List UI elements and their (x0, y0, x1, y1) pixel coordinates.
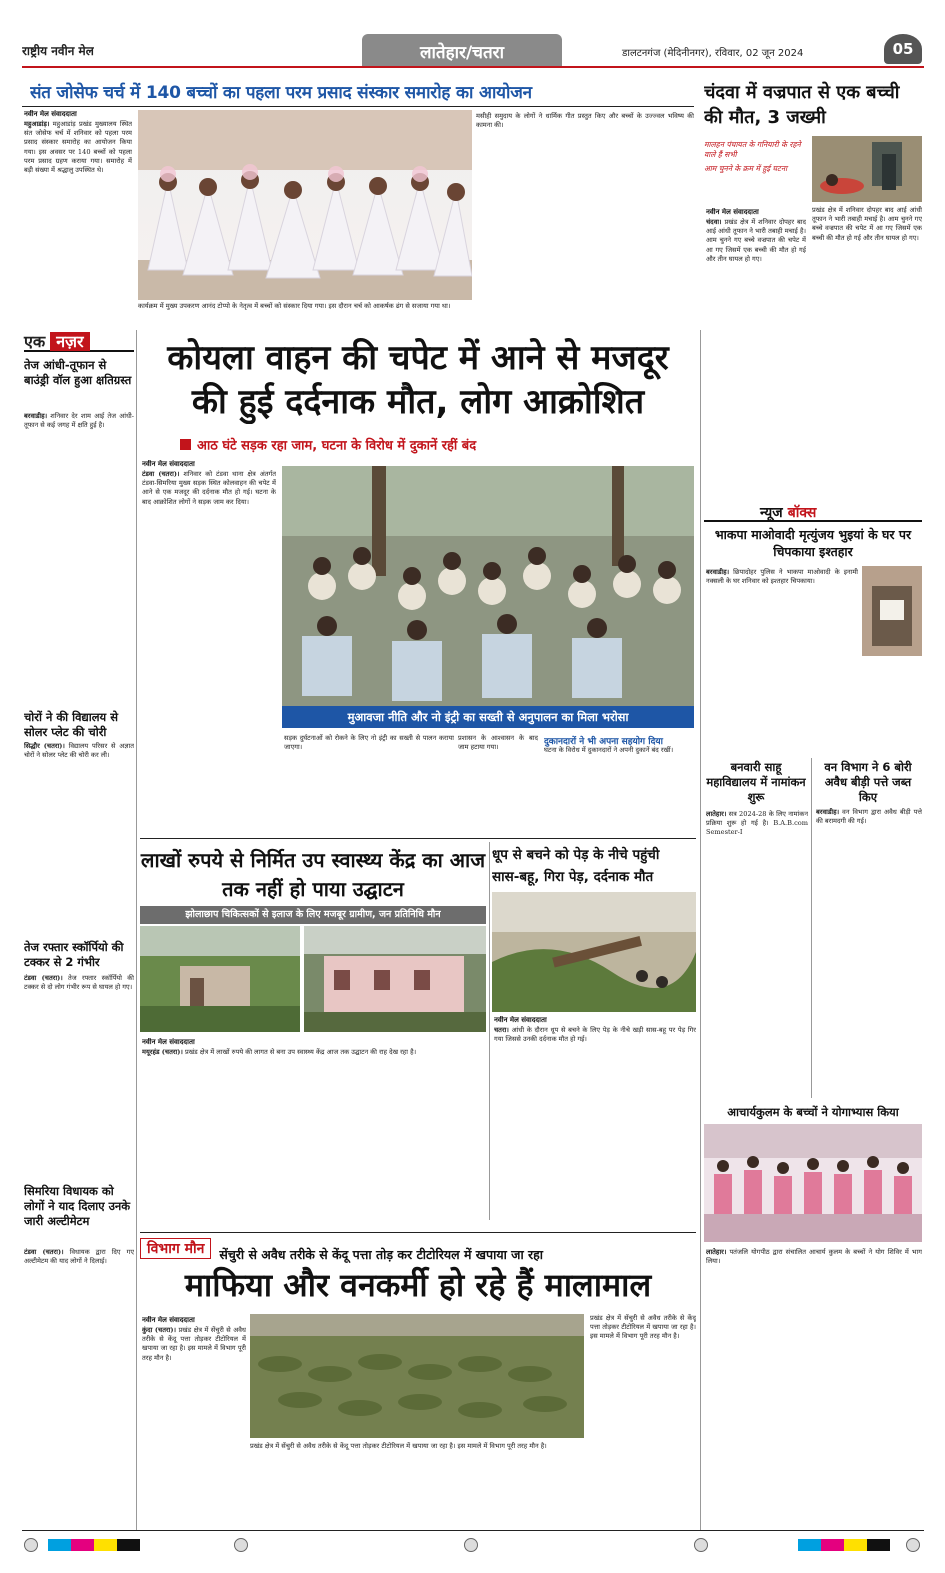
story5-headline-1: धूप से बचने को पेड़ के नीचे पहुंची (492, 847, 660, 863)
story4-headline: लाखों रुपये से निर्मित उप स्वास्थ्य केंद्र का आज तक नहीं हो पाया उद्घाटन (140, 848, 486, 901)
ek-nazar-body-3: टंडवा (चतरा)। तेज रफ्तार स्कॉर्पियो की टक्कर से दो लोग गंभीर रूप से घायल हो गए। (24, 974, 134, 992)
ek-nazar-head-4: सिमरिया विधायक को लोगों ने याद दिलाए उनके जारी अल्टीमेटम (24, 1184, 131, 1228)
registration-mark (234, 1538, 248, 1552)
story1-headline: संत जोसेफ चर्च में 140 बच्चों का पहला परम प्रसाद संस्कार समारोह का आयोजन (30, 83, 532, 103)
registration-mark (464, 1538, 478, 1552)
news-box-body-3: बरवाडीह। वन विभाग द्वारा अवैध बीड़ी पत्ते की बरामदगी की गई। (816, 808, 922, 826)
story2-body: चंदवा। प्रखंड क्षेत्र में शनिवार दोपहर बाद आई आंधी तूफान ने भारी तबाही मचाई है। आम चुनने गए बच्चे वज्रपात की चपेट में आ गए जिसमें एक बच्ची की मौत हो गई और तीन घायल हो गए। (706, 218, 806, 263)
news-box-body-2: लातेहार। सत्र 2024-28 के लिए नामांकन प्रक्रिया शुरू हो गई है। B.A.B.com Semester-I (706, 810, 808, 837)
registration-mark (906, 1538, 920, 1552)
story2-body-cont: प्रखंड क्षेत्र में शनिवार दोपहर बाद आई आंधी तूफान ने भारी तबाही मचाई है। आम चुनने गए बच्चे वज्रपात की चपेट में आ गए जिसमें एक बच्ची की मौत हो गई और तीन घायल हो गए। (812, 206, 922, 242)
story4-byline: नवीन मेल संवाददाता (142, 1038, 195, 1046)
ek-nazar-head-1: तेज आंधी-तूफान से बाउंड्री वॉल हुआ क्षतिग्रस्त (24, 358, 132, 387)
story7-body-2: प्रखंड क्षेत्र में सेंचुरी से अवैध तरीके से केंदू पत्ता तोड़कर टीटोरियल में खपाया जा रहा है। इस मामले में विभाग पूरी तरह मौन है। (250, 1442, 547, 1450)
ek-nazar-label-a: एक (24, 332, 46, 351)
story3-subhead: आठ घंटे सड़क रहा जाम, घटना के विरोध में दुकानें रहीं बंद (197, 438, 477, 454)
story4-photo-1 (140, 926, 300, 1032)
story3-subhead-wrap (180, 434, 680, 454)
story3-photo (282, 466, 694, 706)
story3-headline-1: कोयला वाहन की चपेट में आने से मजदूर (167, 338, 669, 378)
page-number: 05 (884, 34, 922, 64)
ek-nazar-body-4: टंडवा (चतरा)। विधायक द्वारा दिए गए अल्टीमेटम की याद लोगों ने दिलाई। (24, 1248, 134, 1266)
story5-byline: नवीन मेल संवाददाता (494, 1016, 547, 1024)
news-box-head-3: वन विभाग ने 6 बोरी अवैध बीड़ी पत्ते जब्त किए (824, 760, 912, 804)
story3-caption: मुआवजा नीति और नो इंट्री का सख्ती से अनुपालन का मिला भरोसा (282, 706, 694, 728)
story2-bullet: मालहन पंचायत के गनियारी के रहने वाले हैं सभी (704, 140, 801, 159)
story5-body: चतरा। आंधी के दौरान धूप से बचने के लिए पेड़ के नीचे खड़ी सास-बहू पर पेड़ गिर गया जिससे उनकी दर्दनाक मौत हो गई। (494, 1026, 696, 1044)
registration-mark (694, 1538, 708, 1552)
story1-body-b: कार्यक्रम में मुख्य उपकरण आनंद टोप्पो के नेतृत्व में बच्चों को संस्कार दिया गया। इस दौरान चर्च को आकर्षक ढंग से सजाया गया था। (138, 302, 451, 310)
story7-photo (250, 1314, 584, 1438)
story1-byline: नवीन मेल संवाददाता (24, 110, 77, 118)
story7-headline: माफिया और वनकर्मी हो रहे हैं मालामाल (184, 1266, 652, 1304)
story1-photo (138, 110, 472, 300)
story2-byline: नवीन मेल संवाददाता (706, 208, 759, 216)
story5-photo (492, 892, 696, 1012)
story6-headline: आचार्यकुलम के बच्चों ने योगाभ्यास किया (727, 1105, 899, 1119)
story6-photo (704, 1124, 922, 1242)
story3-headline-2: की हुई दर्दनाक मौत, लोग आक्रोशित (191, 382, 645, 422)
news-box-head-1: भाकपा माओवादी मृत्युंजय भुइयां के घर पर चिपकाया इश्तहार (714, 527, 912, 559)
square-bullet-icon (180, 439, 191, 450)
story5-headline-2: सास-बहू, गिरा पेड़, दर्दनाक मौत (492, 869, 654, 885)
story4-photo-2 (304, 926, 486, 1032)
story7-byline: नवीन मेल संवाददाता (142, 1316, 195, 1324)
news-box-head-2: बनवारी साहू महाविद्यालय में नामांकन शुरू (706, 760, 806, 804)
story3-body-a: टंडवा (चतरा)। शनिवार को टंडवा थाना क्षेत्र अंतर्गत टंडवा-सिमरिया मुख्य सड़क स्थित कोलवाहन की चपेट में आने से एक मजदूर की दर्दनाक मौत हो गई। घटना के बाद आक्रोशित लोगों ने सड़क जाम कर दिया। (142, 470, 276, 506)
story3-body-d: घटना के विरोध में दुकानदारों ने अपनी दुकानें बंद रखीं। (544, 746, 674, 754)
story2-photo (812, 136, 922, 202)
story3-byline: नवीन मेल संवाददाता (142, 460, 195, 468)
story2-bullets (704, 140, 808, 174)
news-box-photo-1 (862, 566, 922, 656)
news-box-body-1: बरवाडीह। छिपादोहर पुलिस ने भाकपा माओवादी के इनामी नक्सली के घर शनिवार को इश्तहार चिपकाया। (706, 568, 858, 586)
ek-nazar-label-b: नज़र (50, 332, 89, 351)
story7-kicker: विभाग मौन (140, 1238, 211, 1259)
story7-body: कुंदा (चतरा)। प्रखंड क्षेत्र में सेंचुरी से अवैध तरीके से केंदू पत्ता तोड़कर टीटोरियल में खपाया जा रहा है। इस मामले में विभाग पूरी तरह मौन है। (142, 1326, 246, 1362)
ek-nazar-header (24, 330, 134, 352)
ek-nazar-body-2: सिद्धौर (चतरा)। विद्यालय परिसर से अज्ञात चोरों ने सोलर प्लेट की चोरी कर ली। (24, 742, 134, 760)
story4-body: मयूरहंड (चतरा)। प्रखंड क्षेत्र में लाखों रुपये की लागत से बना उप स्वास्थ्य केंद्र आज तक उद्घाटन की राह देख रहा है। (142, 1048, 417, 1056)
masthead (22, 34, 924, 68)
ek-nazar-head-3: तेज रफ्तार स्कॉर्पियो की टक्कर से 2 गंभीर (24, 940, 124, 969)
story4-kicker: झोलाछाप चिकित्सकों से इलाज के लिए मजबूर ग्रामीण, जन प्रतिनिधि मौन (140, 906, 486, 924)
story7-headline-top: सेंचुरी से अवैध तरीके से केंदू पत्ता तोड़ कर टीटोरियल में खपाया जा रहा (219, 1247, 544, 1262)
section-tab (362, 34, 562, 66)
story3-subhead2: दुकानदारों ने भी अपना सहयोग दिया (544, 737, 663, 747)
ek-nazar-head-2: चोरों ने की विद्यालय से सोलर प्लेट की चोरी (24, 710, 119, 739)
story3-body-c: प्रशासन के आश्वासन के बाद जाम हटाया गया। (458, 734, 538, 752)
story6-body: लातेहार। पतंजलि योगपीठ द्वारा संचालित आचार्य कुलम के बच्चों ने योग शिविर में भाग लिया। (706, 1248, 922, 1266)
news-box-label-a: न्यूज (760, 505, 783, 521)
ek-nazar-body-1: बरवाडीह। शनिवार देर शाम आई तेज आंधी-तूफान से कई जगह में क्षति हुई है। (24, 412, 134, 430)
news-box-label-b: बॉक्स (787, 505, 817, 521)
paper-name: राष्ट्रीय नवीन मेल (22, 44, 94, 58)
registration-mark (24, 1538, 38, 1552)
color-bar (798, 1539, 890, 1551)
color-bar (48, 1539, 140, 1551)
section-title: लातेहार/चतरा (419, 43, 505, 63)
news-box-header (704, 502, 922, 522)
story2-bullet: आम चुनने के क्रम में हुई घटना (704, 164, 788, 173)
story1-body-a: महुआडांड़। महुआडांड़ प्रखंड मुख्यालय स्थित संत जोसेफ चर्च में शनिवार को पहला परम प्रसाद संस्कार समारोह का आयोजन किया गया। इस अवसर पर 140 बच्चों को पहला परम प्रसाद ग्रहण कराया गया। समारोह में बड़ी संख्या में श्रद्धालु उपस्थित थे। (24, 120, 132, 175)
story2-headline: चंदवा में वज्रपात से एक बच्ची की मौत, 3 जख्मी (704, 82, 900, 128)
story7-body-3: प्रखंड क्षेत्र में सेंचुरी से अवैध तरीके से केंदू पत्ता तोड़कर टीटोरियल में खपाया जा रहा है। इस मामले में विभाग पूरी तरह मौन है। (590, 1314, 696, 1341)
story7-topline (140, 1238, 696, 1260)
story1-body-c: मसीही समुदाय के लोगों ने धार्मिक गीत प्रस्तुत किए और बच्चों के उज्ज्वल भविष्य की कामना की। (476, 112, 694, 130)
story3-body-b: सड़क दुर्घटनाओं को रोकने के लिए नो इंट्री का सख्ती से पालन कराया जाएगा। (284, 734, 454, 752)
dateline: डालटनगंज (मेदिनीनगर), रविवार, 02 जून 2024 (622, 48, 804, 59)
